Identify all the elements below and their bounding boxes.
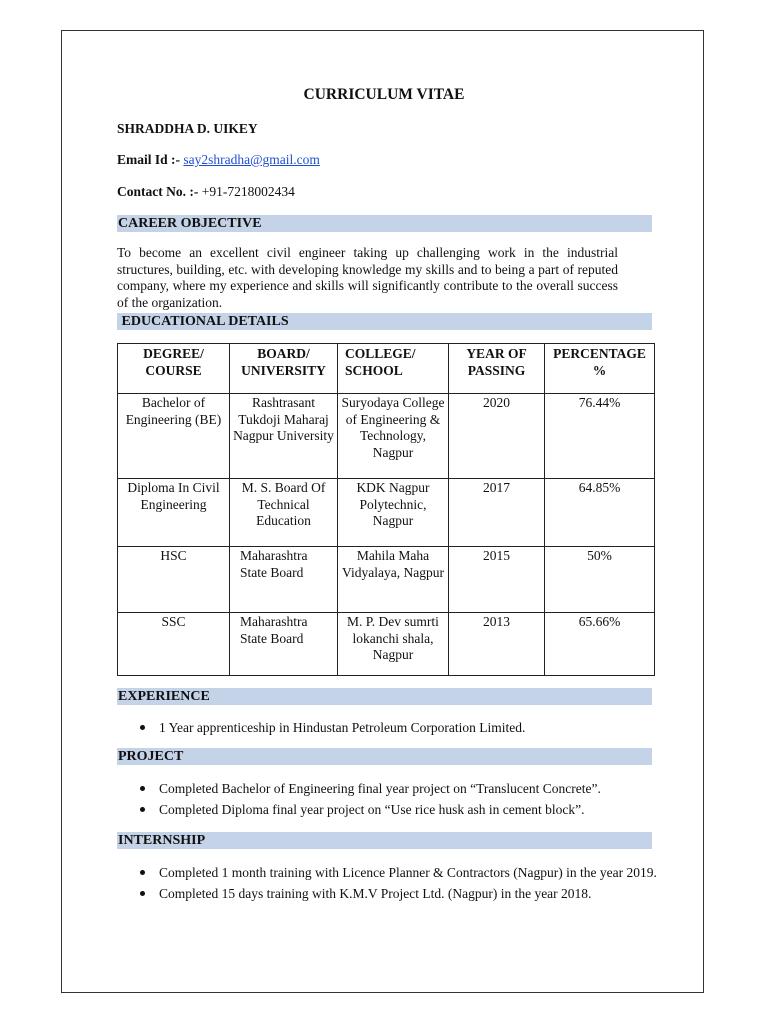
table-cell: 2017 [449,479,545,547]
email-label: Email Id :- [117,152,181,167]
table-cell: Mahila Maha Vidyalaya, Nagpur [338,547,449,613]
table-header-cell: DEGREE/ COURSE [118,344,230,394]
table-cell: 2015 [449,547,545,613]
table-cell: 50% [545,547,655,613]
table-header-row [118,344,655,394]
list-item: Completed 1 month training with Licence Planner & Contractors (Nagpur) in the year 2019. [117,863,657,882]
email-line [117,152,320,168]
list-item: Completed Diploma final year project on “Use rice husk ash in cement block”. [117,800,657,819]
list-item: Completed Bachelor of Engineering final year project on “Translucent Concrete”. [117,779,657,798]
list-item: Completed 15 days training with K.M.V Project Ltd. (Nagpur) in the year 2018. [117,884,657,903]
table-row [118,394,655,479]
education-table [117,343,655,676]
project-list [117,779,657,821]
internship-list [117,863,657,905]
table-cell: Suryodaya College of Engineering & Technology, Nagpur [338,394,449,479]
table-cell: SSC [118,613,230,676]
contact-line [117,184,295,200]
table-header-cell: PERCENTAGE % [545,344,655,394]
table-header-cell: BOARD/ UNIVERSITY [230,344,338,394]
table-cell: M. P. Dev sumrti lokanchi shala, Nagpur [338,613,449,676]
contact-value: +91-7218002434 [201,184,295,199]
table-cell: Diploma In Civil Engineering [118,479,230,547]
table-cell: 64.85% [545,479,655,547]
table-cell: 2020 [449,394,545,479]
list-item: 1 Year apprenticeship in Hindustan Petroleum Corporation Limited. [117,718,657,737]
table-cell: Rashtrasant Tukdoji Maharaj Nagpur University [230,394,338,479]
project-heading: PROJECT [117,748,652,765]
table-cell: Maharashtra State Board [230,613,338,676]
table-header-cell: COLLEGE/ SCHOOL [338,344,449,394]
table-cell: M. S. Board Of Technical Education [230,479,338,547]
table-cell: Maharashtra State Board [230,547,338,613]
candidate-name: SHRADDHA D. UIKEY [117,121,258,136]
document-title: CURRICULUM VITAE [303,86,465,103]
table-cell: 65.66% [545,613,655,676]
table-cell: KDK Nagpur Polytechnic, Nagpur [338,479,449,547]
table-cell: 76.44% [545,394,655,479]
table-cell: 2013 [449,613,545,676]
table-row [118,479,655,547]
experience-heading: EXPERIENCE [117,688,652,705]
career-objective-heading: CAREER OBJECTIVE [117,215,652,232]
educational-details-heading: EDUCATIONAL DETAILS [117,313,652,330]
table-cell: HSC [118,547,230,613]
table-header-cell: YEAR OF PASSING [449,344,545,394]
contact-label: Contact No. :- [117,184,199,199]
email-link[interactable]: say2shradha@gmail.com [183,152,320,167]
table-cell: Bachelor of Engineering (BE) [118,394,230,479]
table-row [118,547,655,613]
internship-heading: INTERNSHIP [117,832,652,849]
experience-list [117,718,657,739]
table-row [118,613,655,676]
career-objective-text: To become an excellent civil engineer taking up challenging work in the industrial structures, building, etc. with developing knowledge my skills and to being a part of reputed company, where my experience and skills will significantly contribute to the overall success of the organization. [117,245,618,310]
